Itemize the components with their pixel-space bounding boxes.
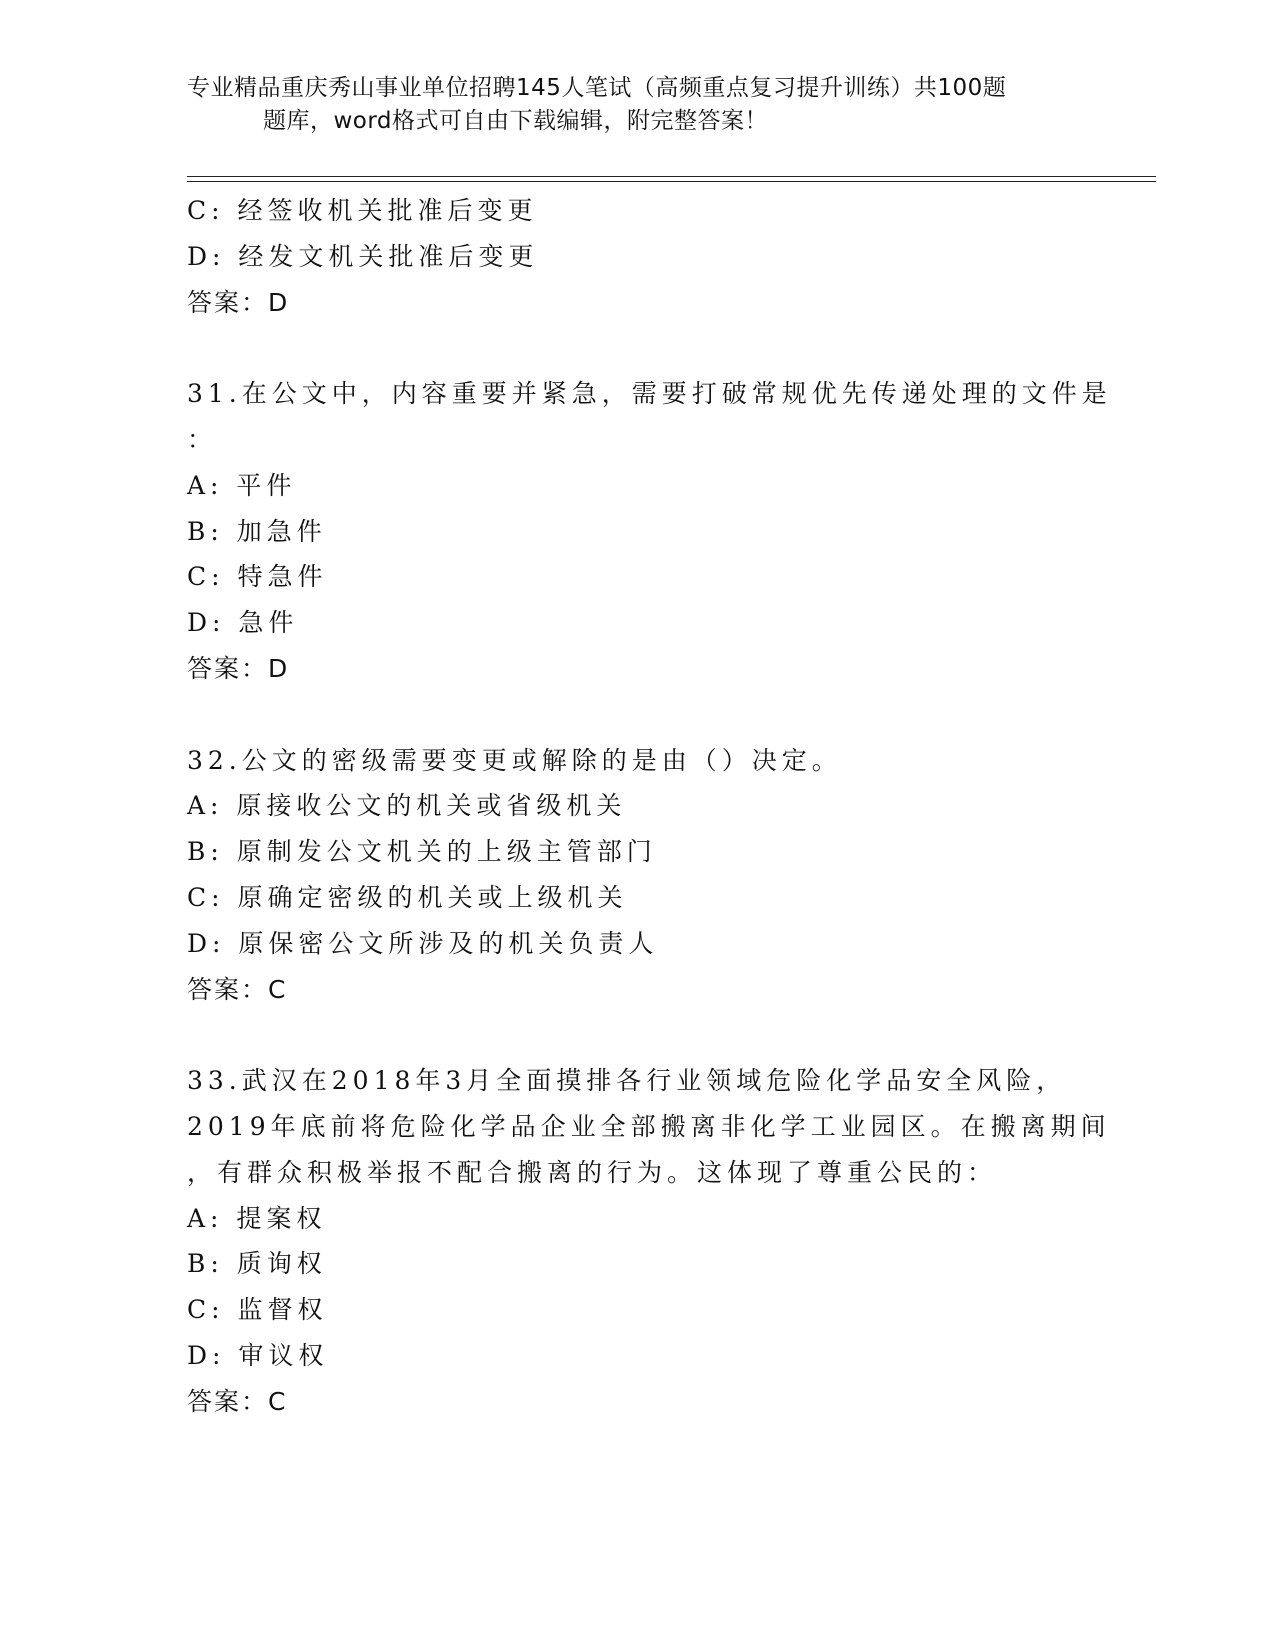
option-d: D: 原保密公文所涉及的机关负责人 [187, 928, 659, 958]
document-header [187, 72, 1087, 138]
header-rule-top [187, 176, 1156, 177]
spacer [187, 1012, 1147, 1058]
question-32 [187, 738, 1147, 1013]
question-stem-continued: ： [187, 424, 218, 454]
option-a: A: 平件 [187, 470, 297, 500]
header-title-line-1: 专业精品重庆秀山事业单位招聘145人笔试（高频重点复习提升训练）共100题 [187, 75, 1007, 101]
spacer [187, 692, 1147, 738]
question-content [187, 188, 1147, 1425]
option-c: C: 特急件 [187, 562, 328, 592]
option-c: C: 原确定密级的机关或上级机关 [187, 882, 628, 912]
option-a: A: 提案权 [187, 1203, 327, 1233]
spacer [187, 325, 1147, 371]
question-31 [187, 371, 1147, 692]
answer-line: 答案：C [187, 1386, 288, 1416]
answer-line: 答案：D [187, 287, 290, 317]
option-b: B: 原制发公文机关的上级主管部门 [187, 837, 657, 867]
option-d: D: 急件 [187, 608, 299, 638]
header-title-line-2: 题库，word格式可自由下载编辑，附完整答案！ [263, 108, 769, 134]
question-stem: 33.武汉在2018年3月全面摸排各行业领域危险化学品安全风险， [187, 1066, 1067, 1096]
question-stem-continued: 2019年底前将危险化学品企业全部搬离非化学工业园区。在搬离期间 [187, 1111, 1111, 1141]
question-33 [187, 1058, 1147, 1424]
question-stem: 31.在公文中，内容重要并紧急，需要打破常规优先传递处理的文件是 [187, 379, 1112, 409]
option-d: D: 经发文机关批准后变更 [187, 241, 539, 271]
question-stem-continued: ，有群众积极举报不配合搬离的行为。这体现了尊重公民的： [187, 1157, 998, 1187]
answer-line: 答案：C [187, 974, 288, 1004]
option-a: A: 原接收公文的机关或省级机关 [187, 791, 627, 821]
option-b: B: 加急件 [187, 516, 327, 546]
option-b: B: 质询权 [187, 1249, 327, 1279]
option-d: D: 审议权 [187, 1340, 329, 1370]
answer-line: 答案：D [187, 653, 290, 683]
question-30-tail [187, 188, 1147, 325]
question-stem: 32.公文的密级需要变更或解除的是由（）决定。 [187, 745, 842, 775]
option-c: C: 监督权 [187, 1295, 328, 1325]
header-rule-bottom [187, 181, 1156, 182]
option-c: C: 经签收机关批准后变更 [187, 196, 538, 225]
